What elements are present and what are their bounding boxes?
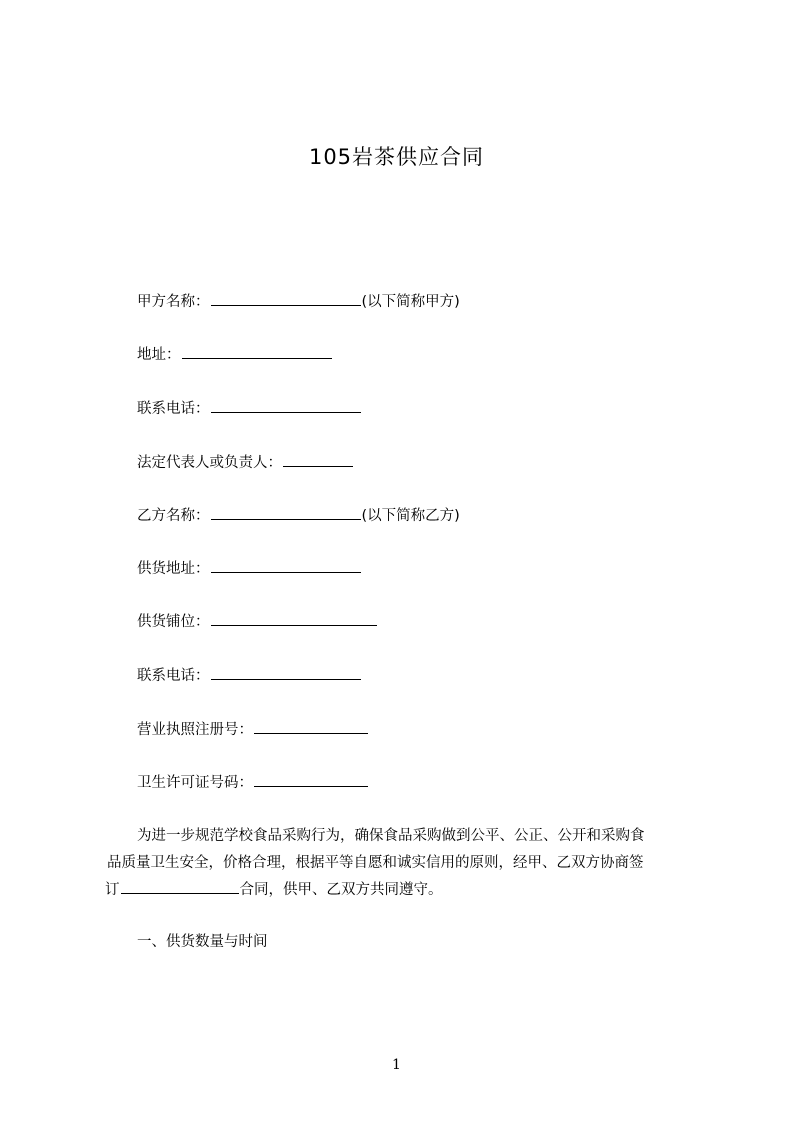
business-license-label: 营业执照注册号： — [137, 722, 253, 738]
paragraph-line-3-prefix: 订 — [105, 882, 120, 898]
health-permit-field — [137, 772, 369, 793]
supply-address-label: 供货地址： — [137, 561, 210, 577]
intro-paragraph — [105, 823, 705, 904]
document-title: 105岩茶供应合同 — [308, 145, 485, 169]
phone-b-blank — [211, 665, 361, 680]
supply-address-field — [137, 558, 362, 579]
business-license-field — [137, 719, 369, 740]
contract-name-blank — [121, 879, 239, 894]
health-permit-blank — [254, 772, 368, 787]
legal-rep-label: 法定代表人或负责人： — [137, 455, 282, 471]
address-label: 地址： — [137, 347, 181, 363]
page-number: 1 — [392, 1057, 401, 1073]
phone-a-blank — [211, 398, 361, 413]
party-b-name-label: 乙方名称： — [137, 508, 210, 524]
paragraph-line-3 — [105, 877, 705, 904]
supply-stall-label: 供货铺位： — [137, 614, 210, 630]
party-b-name-suffix: (以下简称乙方) — [361, 508, 460, 524]
party-b-name-blank — [211, 505, 361, 520]
phone-b-label: 联系电话： — [137, 668, 210, 684]
phone-b-field — [137, 665, 362, 686]
paragraph-line-2: 品质量卫生安全，价格合理，根据平等自愿和诚实信用的原则，经甲、乙双方协商签 — [107, 855, 644, 871]
health-permit-label: 卫生许可证号码： — [137, 775, 253, 791]
party-b-name-field — [137, 505, 460, 526]
party-a-name-field — [137, 291, 460, 312]
legal-rep-blank — [283, 452, 353, 467]
paragraph-line-1: 为进一步规范学校食品采购行为，确保食品采购做到公平、公正、公开和采购食 — [137, 828, 645, 844]
supply-address-blank — [211, 558, 361, 573]
address-blank — [182, 344, 332, 359]
phone-a-field — [137, 398, 362, 419]
party-a-name-label: 甲方名称： — [137, 294, 210, 310]
section-heading-supply: 一、供货数量与时间 — [137, 934, 268, 950]
party-a-name-blank — [211, 291, 361, 306]
supply-stall-field — [137, 611, 378, 632]
legal-rep-field — [137, 452, 354, 473]
supply-stall-blank — [211, 611, 377, 626]
party-a-name-suffix: (以下简称甲方) — [361, 294, 460, 310]
phone-a-label: 联系电话： — [137, 401, 210, 417]
business-license-blank — [254, 719, 368, 734]
address-field — [137, 344, 333, 365]
paragraph-line-3-suffix: 合同，供甲、乙双方共同遵守。 — [239, 882, 443, 898]
